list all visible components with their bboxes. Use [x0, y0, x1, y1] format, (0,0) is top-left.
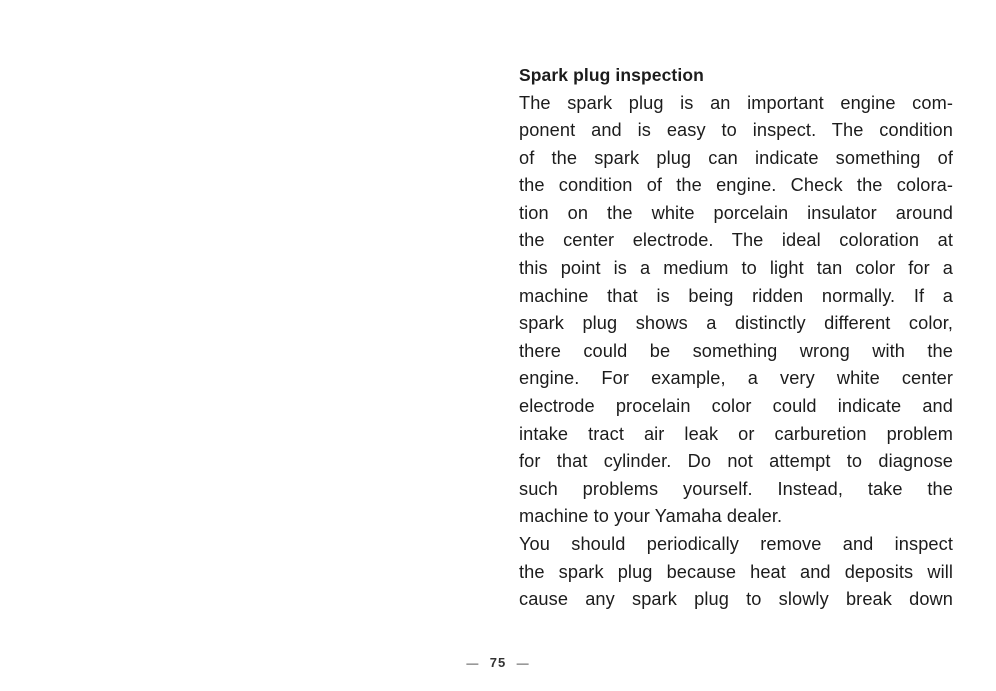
paragraph-line: You should periodically remove and inspect — [519, 534, 953, 554]
paragraph-line: this point is a medium to light tan color for a — [519, 258, 953, 279]
paragraph-line: for that cylinder. Do not attempt to diagnose — [519, 451, 953, 472]
paragraph-line: machine to your Yamaha dealer. — [519, 506, 783, 527]
page-number-dash-left: — — [466, 656, 480, 670]
paragraph-line: the center electrode. The ideal coloration at — [519, 230, 953, 251]
paragraph-line: ponent and is easy to inspect. The condition — [519, 120, 953, 141]
paragraph-line: spark plug shows a distinctly different color, — [519, 313, 953, 334]
page-number — [0, 655, 996, 670]
paragraph-line: intake tract air leak or carburetion problem — [519, 423, 953, 444]
paragraph-line: electrode procelain color could indicate and — [519, 396, 953, 417]
paragraph-line: machine that is being ridden normally. If a — [519, 285, 953, 306]
paragraph-line: the condition of the engine. Check the colora- — [519, 175, 953, 196]
paragraph-line: engine. For example, a very white center — [519, 368, 953, 389]
text-column — [519, 62, 953, 614]
paragraph-line: there could be something wrong with the — [519, 340, 953, 361]
paragraph-line: cause any spark plug to slowly break down — [519, 589, 953, 610]
page-number-dash-right: — — [516, 656, 530, 670]
page-number-value: 75 — [489, 655, 507, 670]
paragraph-line: The spark plug is an important engine com- — [519, 92, 953, 113]
section-heading: Spark plug inspection — [519, 65, 704, 85]
paragraph-line: such problems yourself. Instead, take the — [519, 478, 953, 499]
paragraph-line: tion on the white porcelain insulator around — [519, 202, 953, 223]
paragraph — [519, 531, 953, 614]
paragraph-line: the spark plug because heat and deposits will — [519, 561, 953, 582]
paragraph — [519, 90, 953, 532]
paragraph-line: of the spark plug can indicate something of — [519, 147, 953, 168]
